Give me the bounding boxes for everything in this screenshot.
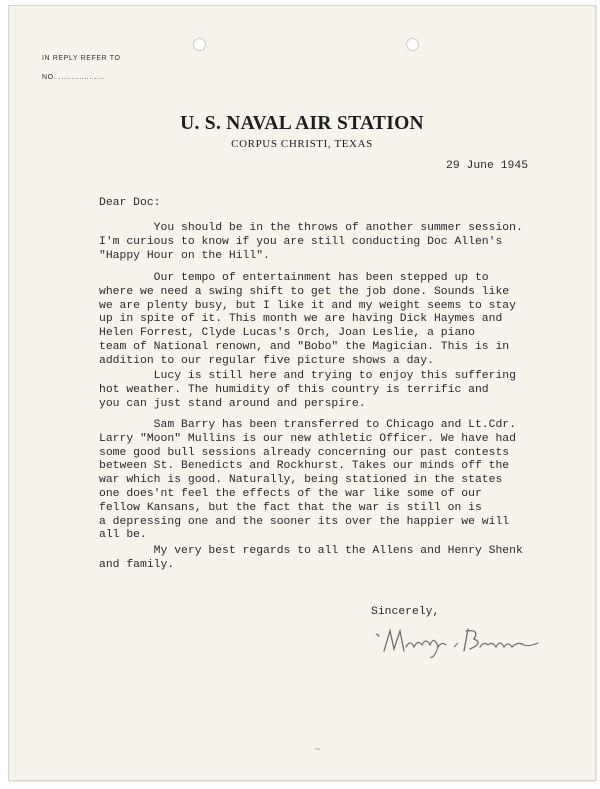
reply-refer-label: IN REPLY REFER TO	[42, 55, 121, 62]
punch-hole-left	[193, 38, 206, 51]
paragraph-3: Lucy is still here and trying to enjoy this suffering hot weather. The humidity of this country is terrific and you can just stand around and perspire.	[99, 370, 516, 410]
scan-mark: ~	[315, 744, 321, 754]
letter-date: 29 June 1945	[446, 160, 529, 172]
punch-hole-right	[406, 38, 419, 51]
closing: Sincerely,	[371, 606, 440, 618]
letterhead-title: U. S. NAVAL AIR STATION	[180, 113, 424, 134]
handwritten-signature	[372, 621, 552, 666]
paragraph-2: Our tempo of entertainment has been stepped up to where we need a swing shift to get the job done. Sounds like we are plenty busy, but I like it and my weight seems to stay up in spite of it. This month we are having Dick Haymes and Helen Forrest, Clyde Lucas's Orch, Joan Leslie, a piano team of National renown, and "Bobo" the Magician. This is in addition to our regular five picture shows a day.	[99, 272, 516, 367]
salutation: Dear Doc:	[99, 197, 161, 209]
paragraph-1: You should be in the throws of another summer session. I'm curious to know if you are still conducting Doc Allen's "Happy Hour on the Hill".	[99, 222, 523, 262]
paragraph-5: My very best regards to all the Allens and Henry Shenk and family.	[99, 545, 523, 571]
letterhead-location: CORPUS CHRISTI, TEXAS	[231, 138, 373, 150]
reference-number-line: NO. ..................	[42, 74, 105, 81]
letter-page	[8, 5, 596, 781]
paragraph-4: Sam Barry has been transferred to Chicago and Lt.Cdr. Larry "Moon" Mullins is our new athletic Officer. We have had some good bull sessions already concerning our past contests between St. Benedicts and Rockhurst. Takes our minds off the war which is good. Naturally, being stationed in the states one does'nt feel the effects of the war like some of our fellow Kansans, but the fact that the war is still on is a depressing one and the sooner its over the happier we will all be.	[99, 419, 516, 542]
